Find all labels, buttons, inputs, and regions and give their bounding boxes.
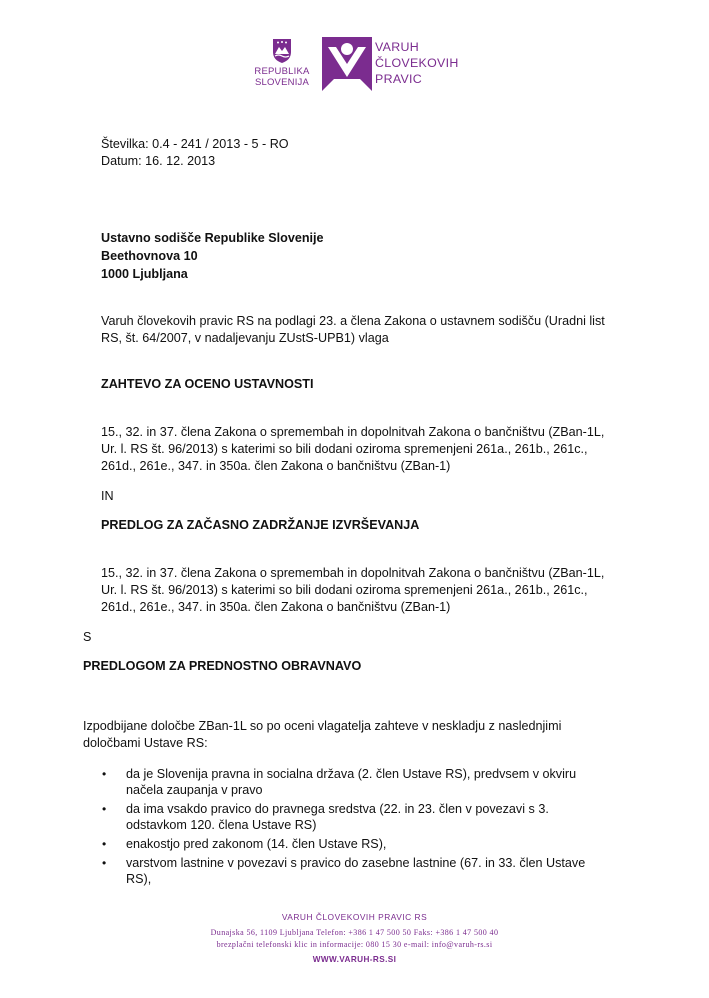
republika-slovenija-logo — [251, 38, 313, 94]
footer-web-link[interactable]: WWW.VARUH-RS.SI — [312, 955, 397, 964]
para1-line-3: 261d., 261e., 347. in 350a. člen Zakona o bančništvu (ZBan-1) — [101, 459, 451, 473]
bullet-icon: • — [102, 767, 107, 781]
para2-line-1: 15., 32. in 37. člena Zakona o spremembah in dopolnitvah Zakona o bančništvu (ZBan-1L, — [101, 566, 605, 580]
varuh-logo-text — [375, 39, 459, 87]
reference-number: Številka: 0.4 - 241 / 2013 - 5 - RO — [101, 137, 289, 151]
para2-line-3: 261d., 261e., 347. in 350a. člen Zakona o bančništvu (ZBan-1) — [101, 600, 451, 614]
bullet-3-line-1: enakostjo pred zakonom (14. člen Ustave RS), — [126, 837, 387, 851]
footer-address: Dunajska 56, 1109 Ljubljana Telefon: +386 1 47 500 50 Faks: +386 1 47 500 40 — [210, 928, 499, 937]
heading-predlog: PREDLOG ZA ZAČASNO ZADRŽANJE IZVRŠEVANJA — [101, 518, 420, 532]
bullet-4-line-2: RS), — [126, 872, 152, 886]
bullet-icon: • — [102, 856, 107, 870]
addressee-line-1: Ustavno sodišče Republike Slovenije — [101, 231, 324, 245]
bullet-4-line-1: varstvom lastnine v povezavi s pravico do zasebne lastnine (67. in 33. člen Ustave — [126, 856, 586, 870]
republika-logo-line-1: REPUBLIKA — [254, 66, 310, 77]
varuh-logo-line-3: PRAVIC — [375, 72, 423, 86]
bullet-1-line-1: da je Slovenija pravna in socialna država (2. člen Ustave RS), predvsem v okviru — [126, 767, 577, 781]
bullet-icon: • — [102, 802, 107, 816]
conjunction-in: IN — [101, 489, 114, 503]
republika-logo-line-2: SLOVENIJA — [254, 77, 310, 88]
varuh-logo-line-2: ČLOVEKOVIH — [375, 56, 459, 70]
bullet-2-line-2: odstavkom 120. člena Ustave RS) — [126, 818, 317, 832]
republika-logo-text — [251, 66, 313, 88]
addressee-line-2: Beethovnova 10 — [101, 249, 198, 263]
intro-line-1: Varuh človekovih pravic RS na podlagi 23. a člena Zakona o ustavnem sodišču (Uradni list — [101, 314, 605, 328]
footer-contact: brezplačni telefonski klic in informacije: 080 15 30 e-mail: info@varuh-rs.si — [216, 940, 493, 949]
varuh-mark-icon — [322, 37, 372, 91]
bullet-2-line-1: da ima vsakdo pravico do pravnega sredstva (22. in 23. člen v povezavi s 3. — [126, 802, 549, 816]
para1-line-1: 15., 32. in 37. člena Zakona o spremembah in dopolnitvah Zakona o bančništvu (ZBan-1L, — [101, 425, 605, 439]
para1-line-2: Ur. l. RS št. 96/2013) s katerimi so bili dodani oziroma spremenjeni 261a., 261b., 261c., — [101, 442, 588, 456]
bullet-icon: • — [102, 837, 107, 851]
coat-of-arms-icon — [272, 38, 292, 64]
heading-predlogom: PREDLOGOM ZA PREDNOSTNO OBRAVNAVO — [83, 659, 362, 673]
bullet-1-line-2: načela zaupanja v pravo — [126, 783, 263, 797]
conjunction-s: S — [83, 630, 92, 644]
para3-line-1: Izpodbijane določbe ZBan-1L so po oceni vlagatelja zahteve v neskladju z naslednjimi — [83, 719, 562, 733]
varuh-logo-line-1: VARUH — [375, 40, 419, 54]
addressee-line-3: 1000 Ljubljana — [101, 267, 188, 281]
reference-date: Datum: 16. 12. 2013 — [101, 154, 216, 168]
intro-line-2: RS, št. 64/2007, v nadaljevanju ZUstS-UPB1) vlaga — [101, 331, 389, 345]
para2-line-2: Ur. l. RS št. 96/2013) s katerimi so bili dodani oziroma spremenjeni 261a., 261b., 261c., — [101, 583, 588, 597]
para3-line-2: določbami Ustave RS: — [83, 736, 208, 750]
varuh-logo — [322, 37, 462, 93]
heading-zahteva: ZAHTEVO ZA OCENO USTAVNOSTI — [101, 377, 314, 391]
footer-org: VARUH ČLOVEKOVIH PRAVIC RS — [281, 912, 428, 922]
